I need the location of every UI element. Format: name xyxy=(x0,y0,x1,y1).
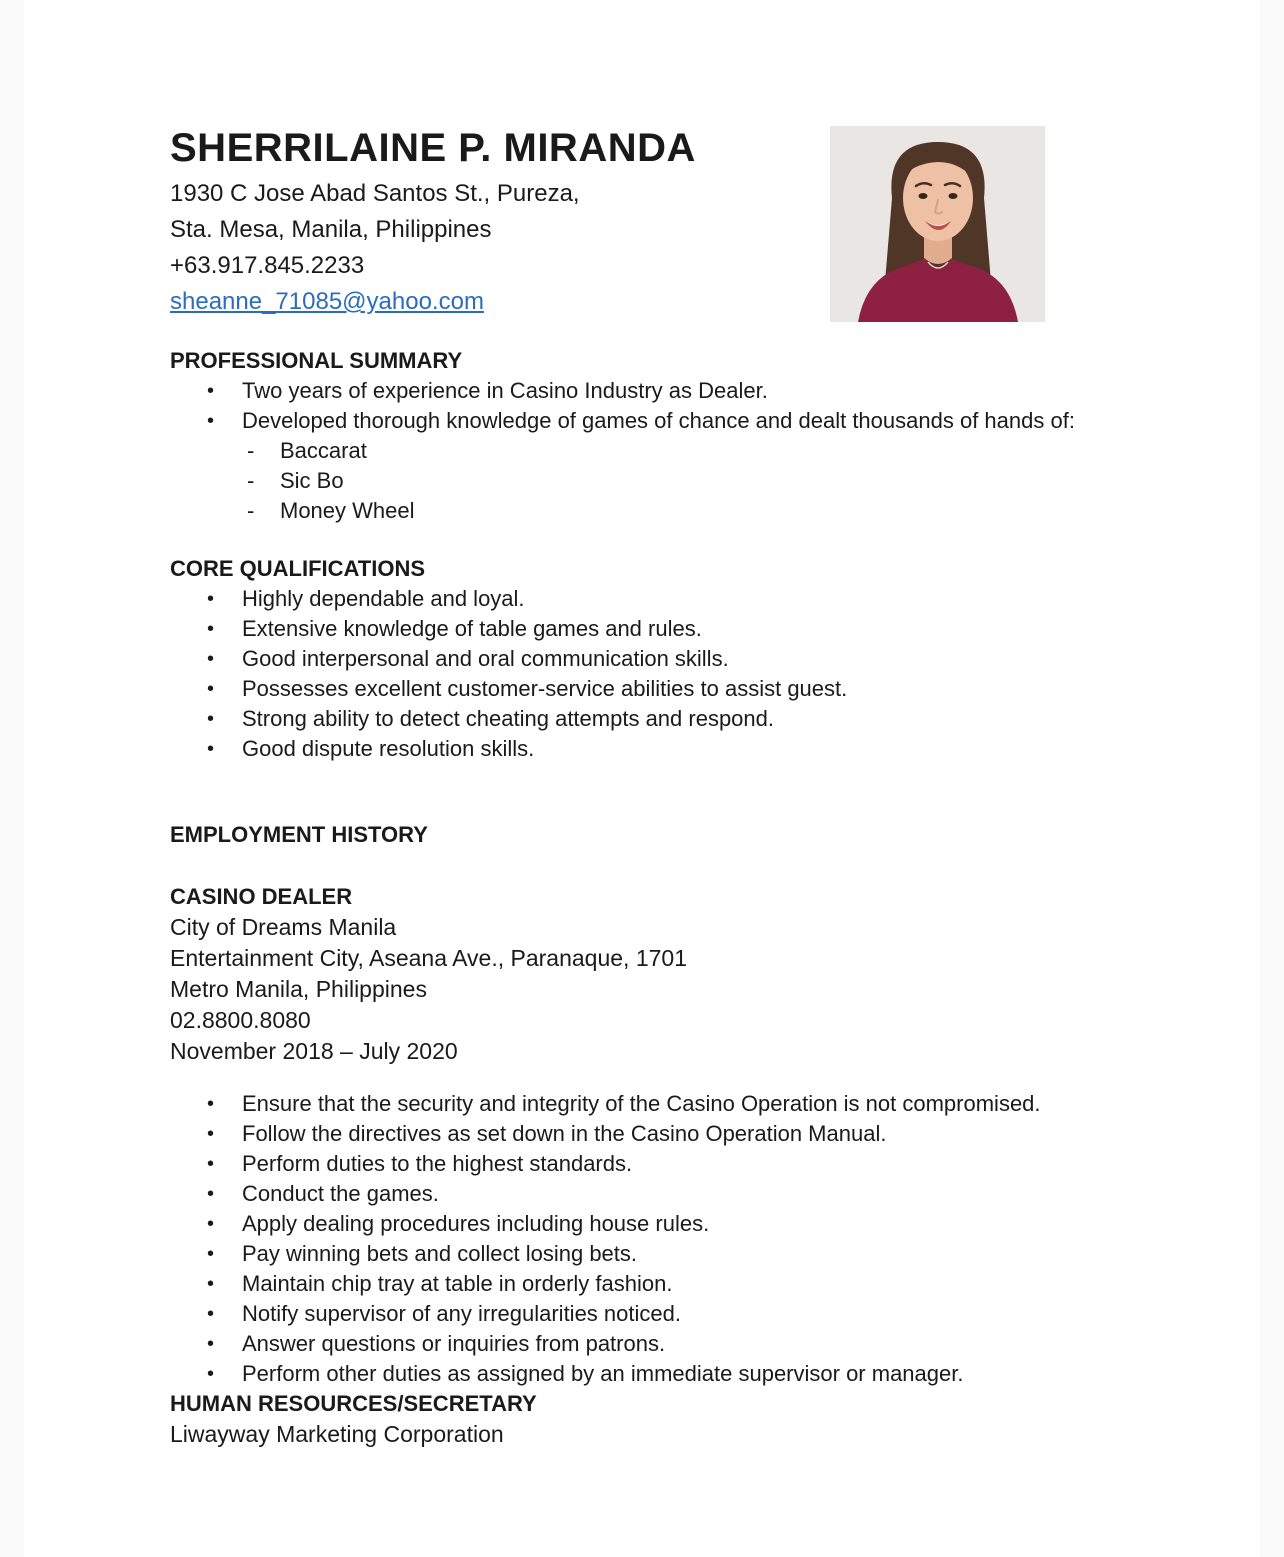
employment-dates: November 2018 – July 2020 xyxy=(170,1038,458,1064)
contact-block xyxy=(170,176,1170,320)
list-item xyxy=(170,406,1170,436)
job-duties-list xyxy=(170,1089,1170,1389)
sub-list-item-text: Baccarat xyxy=(280,438,367,463)
bullet-icon: • xyxy=(207,380,215,402)
company-block xyxy=(170,912,1170,1067)
list-item-text: Strong ability to detect cheating attempts and respond. xyxy=(242,706,774,731)
list-item xyxy=(170,1269,1170,1299)
list-item-text: Highly dependable and loyal. xyxy=(242,586,525,611)
list-item-text: Developed thorough knowledge of games of chance and dealt thousands of hands of: xyxy=(242,408,1075,433)
section-title-employment-history: EMPLOYMENT HISTORY xyxy=(170,822,428,847)
list-item-text: Pay winning bets and collect losing bets. xyxy=(242,1241,638,1266)
company-address-line-2: Metro Manila, Philippines xyxy=(170,976,427,1002)
list-item-text: Follow the directives as set down in the Casino Operation Manual. xyxy=(242,1121,887,1146)
core-qualifications-list xyxy=(170,584,1170,764)
section-title-core-qualifications: CORE QUALIFICATIONS xyxy=(170,556,426,581)
list-item-text: Apply dealing procedures including house rules. xyxy=(242,1211,710,1236)
job-title: HUMAN RESOURCES/SECRETARY xyxy=(170,1391,537,1416)
list-item xyxy=(170,1119,1170,1149)
email-line xyxy=(170,284,1170,320)
resume-page xyxy=(24,0,1260,1557)
bullet-icon: • xyxy=(207,1153,215,1175)
job-title: CASINO DEALER xyxy=(170,884,353,909)
list-item-text: Maintain chip tray at table in orderly fashion. xyxy=(242,1271,673,1296)
bullet-icon: • xyxy=(207,1213,215,1235)
company-address-line-1: Entertainment City, Aseana Ave., Paranaque, 1701 xyxy=(170,945,687,971)
list-item xyxy=(170,1089,1170,1119)
professional-summary-list xyxy=(170,376,1170,526)
bullet-icon: • xyxy=(207,648,215,670)
address-line-2: Sta. Mesa, Manila, Philippines xyxy=(170,216,492,243)
email-link[interactable]: sheanne_71085@yahoo.com xyxy=(170,288,484,315)
list-item xyxy=(170,734,1170,764)
sub-list-item xyxy=(170,436,1170,466)
sub-list-item xyxy=(170,466,1170,496)
list-item xyxy=(170,614,1170,644)
bullet-icon: • xyxy=(207,1123,215,1145)
bullet-icon: • xyxy=(207,708,215,730)
bullet-icon: • xyxy=(207,1363,215,1385)
bullet-icon: • xyxy=(207,1303,215,1325)
address-line-1: 1930 C Jose Abad Santos St., Pureza, xyxy=(170,180,580,207)
bullet-icon: • xyxy=(207,1243,215,1265)
list-item xyxy=(170,644,1170,674)
list-item-text: Answer questions or inquiries from patrons. xyxy=(242,1331,666,1356)
dash-icon: - xyxy=(247,498,255,523)
list-item xyxy=(170,376,1170,406)
bullet-icon: • xyxy=(207,1273,215,1295)
company-name: Liwayway Marketing Corporation xyxy=(170,1421,504,1447)
list-item xyxy=(170,1299,1170,1329)
list-item xyxy=(170,1179,1170,1209)
list-item-text: Conduct the games. xyxy=(242,1181,439,1206)
list-item-text: Notify supervisor of any irregularities noticed. xyxy=(242,1301,681,1326)
list-item-text: Good dispute resolution skills. xyxy=(242,736,535,761)
sub-list-item-text: Sic Bo xyxy=(280,468,344,493)
list-item xyxy=(170,584,1170,614)
bullet-icon: • xyxy=(207,1333,215,1355)
list-item xyxy=(170,1209,1170,1239)
bullet-icon: • xyxy=(207,1183,215,1205)
list-item xyxy=(170,1239,1170,1269)
list-item xyxy=(170,1359,1170,1389)
sub-list-item xyxy=(170,496,1170,526)
bullet-icon: • xyxy=(207,618,215,640)
list-item-text: Perform other duties as assigned by an immediate supervisor or manager. xyxy=(242,1361,964,1386)
bullet-icon: • xyxy=(207,738,215,760)
company-phone: 02.8800.8080 xyxy=(170,1007,311,1033)
bullet-icon: • xyxy=(207,410,215,432)
list-item-text: Two years of experience in Casino Industry as Dealer. xyxy=(242,378,768,403)
list-item-text: Good interpersonal and oral communication skills. xyxy=(242,646,729,671)
list-item-text: Perform duties to the highest standards. xyxy=(242,1151,633,1176)
section-title-professional-summary: PROFESSIONAL SUMMARY xyxy=(170,348,463,373)
dash-icon: - xyxy=(247,468,255,493)
list-item-text: Extensive knowledge of table games and rules. xyxy=(242,616,702,641)
phone-number: +63.917.845.2233 xyxy=(170,252,365,279)
candidate-name: SHERRILAINE P. MIRANDA xyxy=(170,126,696,170)
bullet-icon: • xyxy=(207,678,215,700)
list-item xyxy=(170,1329,1170,1359)
list-item xyxy=(170,674,1170,704)
list-item xyxy=(170,1149,1170,1179)
company-name: City of Dreams Manila xyxy=(170,914,397,940)
company-block xyxy=(170,1419,1170,1450)
bullet-icon: • xyxy=(207,588,215,610)
sub-list-item-text: Money Wheel xyxy=(280,498,415,523)
list-item xyxy=(170,704,1170,734)
dash-icon: - xyxy=(247,438,255,463)
list-item-text: Possesses excellent customer-service abilities to assist guest. xyxy=(242,676,848,701)
list-item-text: Ensure that the security and integrity of the Casino Operation is not compromised. xyxy=(242,1091,1041,1116)
bullet-icon: • xyxy=(207,1093,215,1115)
